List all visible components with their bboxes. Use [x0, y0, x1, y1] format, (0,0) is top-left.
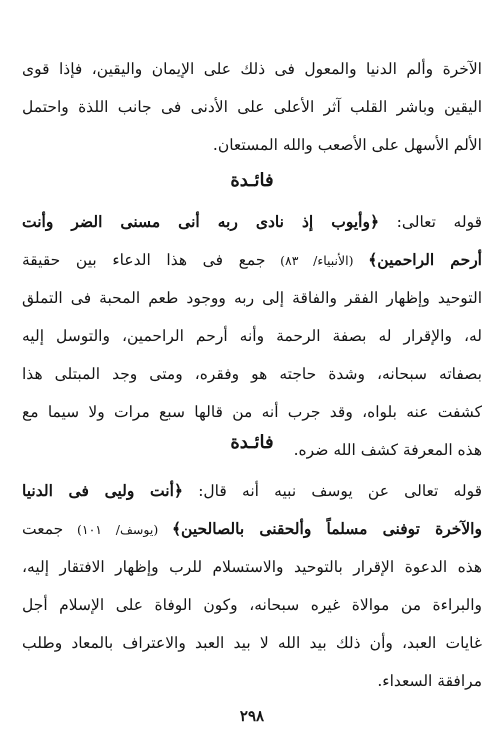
section-heading: فائـدة — [230, 432, 274, 453]
intro-text: قوله تعالى عن يوسف نبيه أنه قال: — [182, 482, 482, 500]
section-heading: فائـدة — [230, 170, 274, 191]
intro-text: قوله تعالى: — [379, 213, 482, 231]
paragraph-line: كشفت عنه بلواه، وقد جرب أنه من قالها سبع مرات ولا سيما مع — [22, 403, 482, 421]
paragraph-line — [22, 203, 482, 241]
quran-verse: أرحم الراحمين﴾ — [368, 250, 482, 269]
intro-paragraph — [22, 50, 482, 164]
intro-line: الألم الأسهل على الأصعب والله المستعان. — [212, 136, 482, 154]
paragraph-line — [22, 472, 482, 510]
verse-reference: (الأنبياء/ ٨٣) — [265, 253, 369, 268]
paragraph-line: غايات العبد، وأن ذلك بيد الله لا بيد العبد والاعتراف بالمعاد وطلب — [22, 634, 482, 652]
paragraph-line — [22, 510, 482, 548]
paragraph-line: له، والإقرار له بصفة الرحمة وأنه أرحم الراحمين، والتوسل إليه — [22, 327, 482, 345]
quran-verse: ﴿أنت وليى فى الدنيا — [22, 481, 183, 500]
intro-line: الآخرة وألم الدنيا والمعول فى ذلك على الإيمان واليقين، فإذا قوى — [22, 60, 482, 78]
quran-verse: ﴿وأيوب إذ نادى ربه أنى مسنى الضر وأنت — [22, 212, 380, 231]
verse-reference: (يوسف/ ١٠١) — [63, 522, 172, 537]
paragraph-line: هذه الدعوة الإقرار بالتوحيد والاستسلام للرب وإظهار الافتقار إليه، — [22, 558, 482, 576]
paragraph-line — [22, 241, 482, 279]
body-text: جمعت — [22, 520, 64, 538]
paragraph-line: هذه المعرفة كشف الله ضره. — [293, 441, 482, 459]
quran-verse: والآخرة توفنى مسلماً وألحقنى بالصالحين﴾ — [171, 519, 482, 538]
paragraph-line: بصفاته سبحانه، وشدة حاجته هو وفقره، ومتى وجد المبتلى هذا — [22, 365, 482, 383]
intro-line: اليقين وباشر القلب آثر الأعلى على الأدنى فى جانب اللذة واحتمل — [22, 98, 482, 116]
paragraph-line: والبراءة من موالاة غيره سبحانه، وكون الوفاة على الإسلام أجل — [22, 596, 482, 614]
paragraph-line: مرافقة السعداء. — [377, 672, 482, 690]
page-number: ٢٩٨ — [239, 707, 265, 725]
body-text: جمع فى هذا الدعاء بين حقيقة — [22, 251, 266, 269]
section2-paragraph — [22, 472, 482, 700]
paragraph-line: التوحيد وإظهار الفقر والفاقة إلى ربه ووجود طعم المحبة فى التملق — [22, 289, 482, 307]
